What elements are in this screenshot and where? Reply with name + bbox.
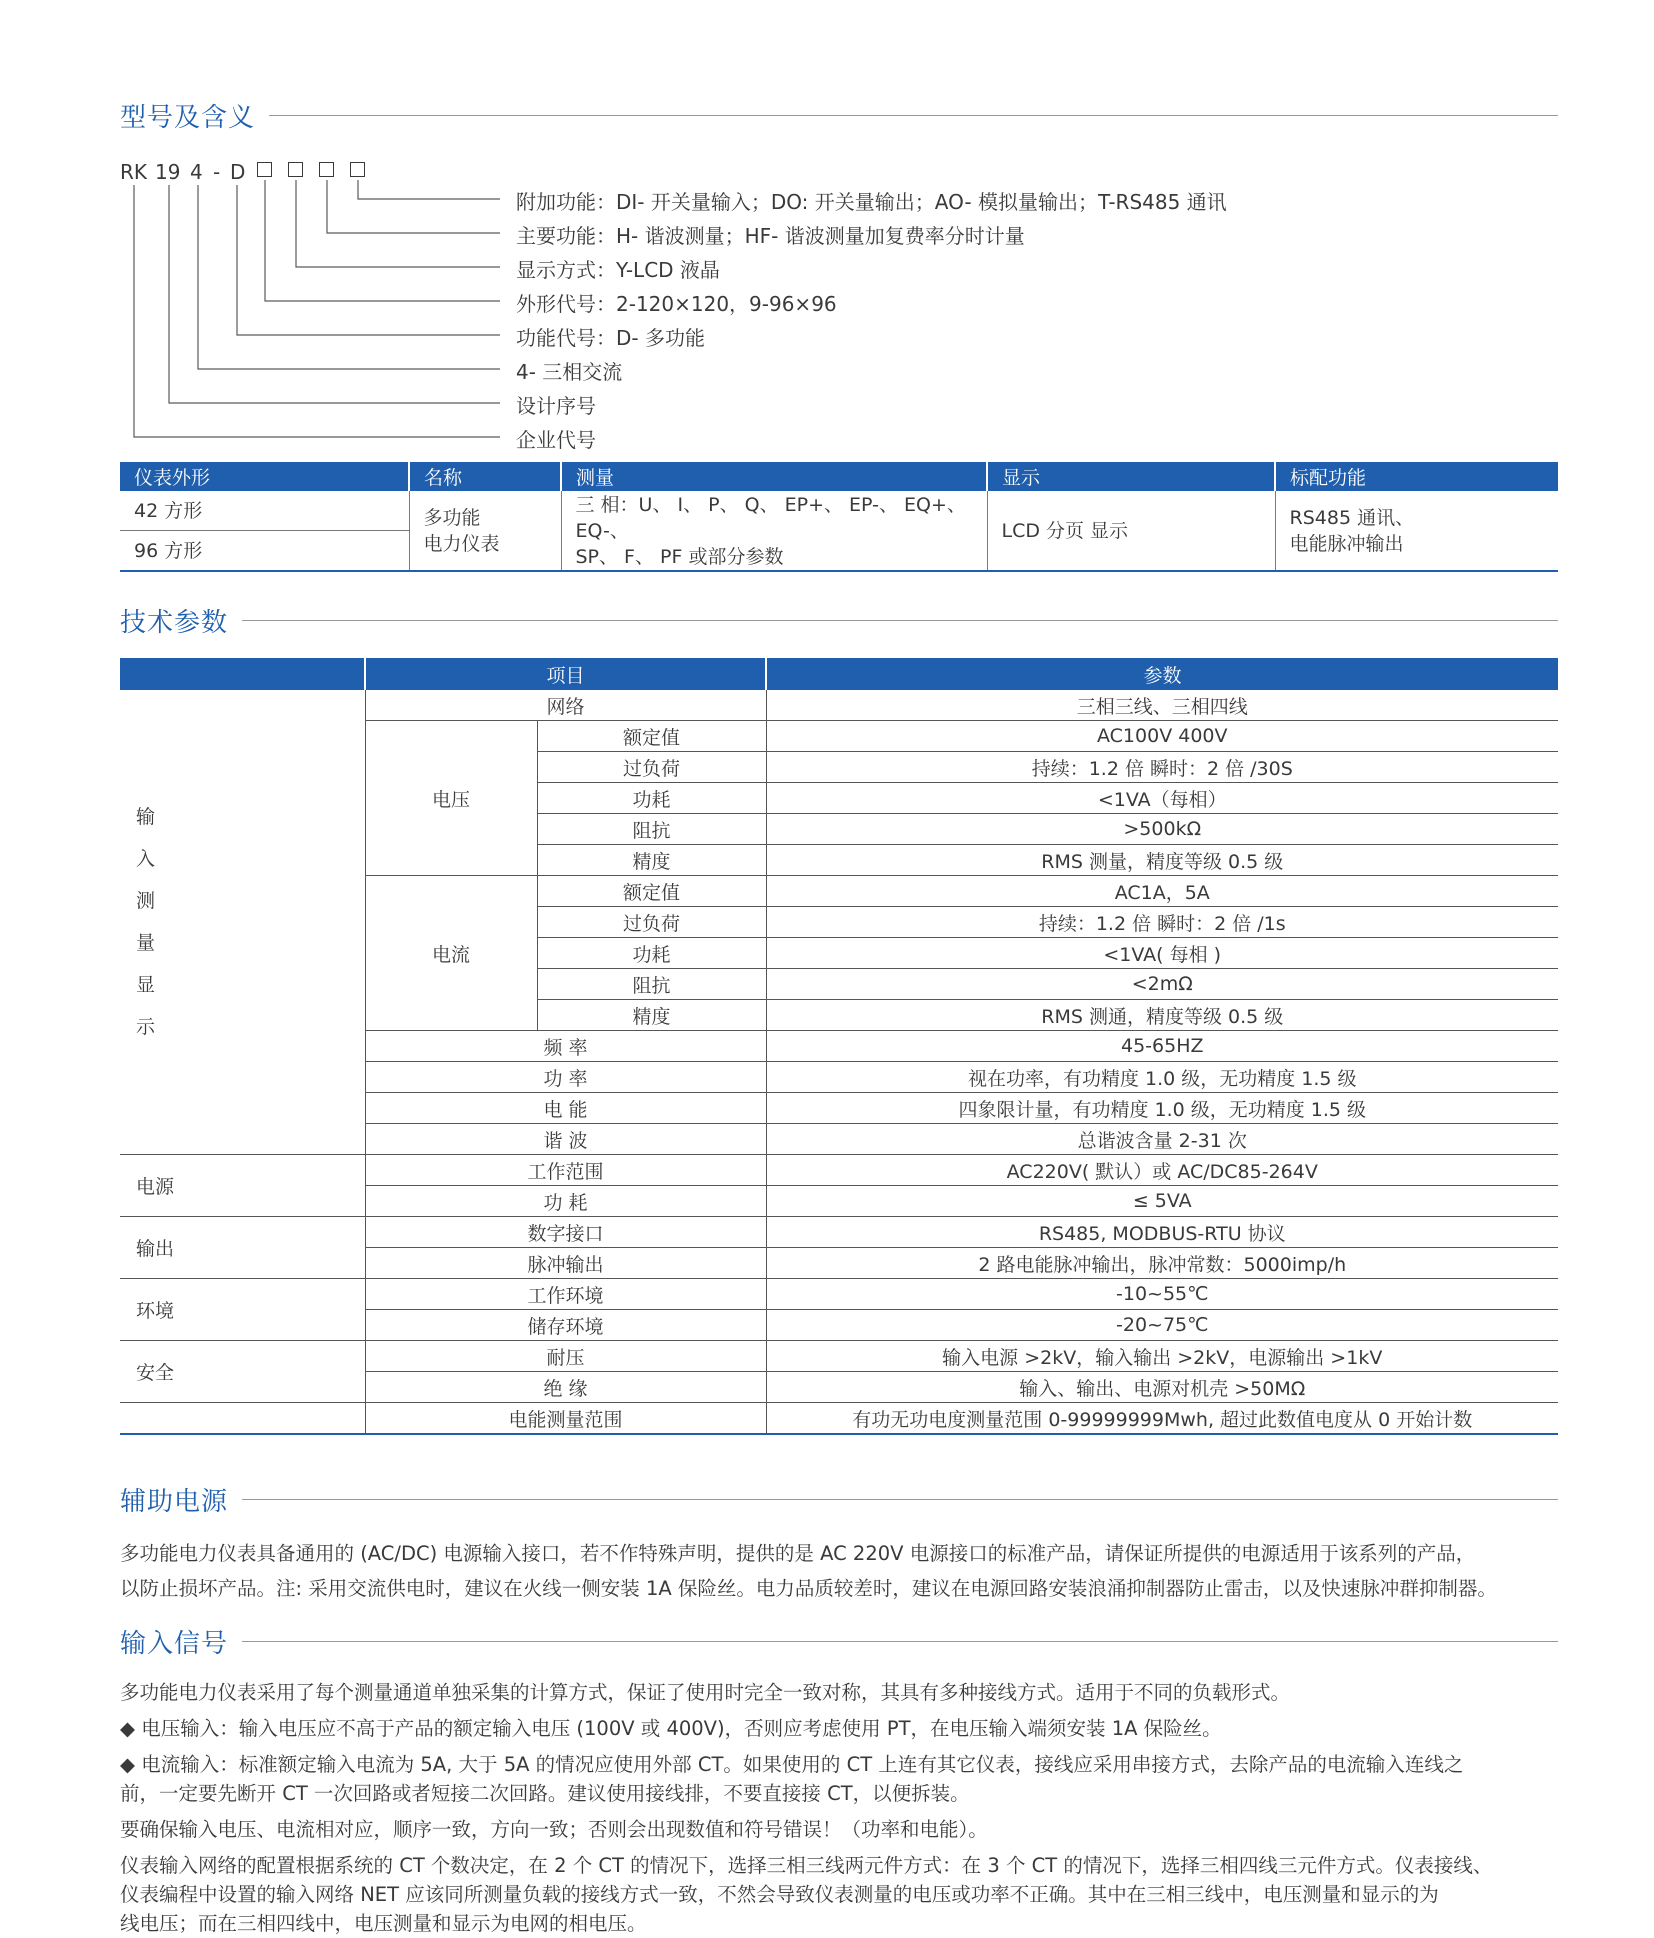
tt-header-param: 参数 [766, 658, 1558, 690]
tt-group-input-char: 显 [136, 974, 156, 996]
tt-group-env: 环境 [120, 1279, 365, 1341]
mt-header-func: 标配功能 [1275, 462, 1558, 491]
tt-item: 功耗 [537, 938, 766, 969]
section-rule [242, 1641, 1558, 1642]
tt-value: 持续：1.2 倍 瞬时：2 倍 /1s [766, 907, 1558, 938]
model-label-phase: 4- 三相交流 [516, 360, 623, 384]
aux-power-text [120, 1536, 1560, 1606]
tt-value: 持续：1.2 倍 瞬时：2 倍 /30S [766, 752, 1558, 783]
tt-item-energy: 电 能 [365, 1093, 766, 1124]
mt-measure-line2: SP、 F、 PF 或部分参数 [575, 545, 784, 568]
tt-voltage-label: 电压 [365, 721, 537, 876]
model-label-function: 功能代号：D- 多功能 [516, 326, 705, 350]
table-row [120, 1217, 1558, 1248]
aux-power-line1: 多功能电力仪表具备通用的 (AC/DC) 电源输入接口，若不作特殊声明，提供的是 AC 220V 电源接口的标准产品，请保证所提供的电源适用于该系列的产品， [120, 1542, 1476, 1565]
model-label-design: 设计序号 [516, 394, 596, 418]
mt-display: LCD 分页 显示 [987, 491, 1275, 571]
model-label-display: 显示方式：Y-LCD 液晶 [516, 258, 720, 282]
tt-value-harmonic: 总谐波含量 2-31 次 [766, 1124, 1558, 1155]
tt-value-network: 三相三线、三相四线 [766, 690, 1558, 721]
table-row [120, 1155, 1558, 1186]
mt-shape-96: 96 方形 [134, 539, 203, 562]
tt-value: -20~75℃ [766, 1310, 1558, 1341]
section-title-input-signal: 输入信号 [120, 1628, 229, 1659]
section-title-aux-power: 辅助电源 [120, 1486, 229, 1517]
input-p3b: 前，一定要先断开 CT 一次回路或者短接二次回路。建议使用接线排，不要直接接 CT，以便拆装。 [120, 1782, 970, 1805]
mt-header-shape: 仪表外形 [120, 462, 409, 491]
input-p3a: ◆ 电流输入：标准额定输入电流为 5A, 大于 5A 的情况应使用外部 CT。如果使用的 CT 上连有其它仪表，接线应采用串接方式，去除产品的电流输入连线之 [120, 1753, 1464, 1776]
tt-group-input-char: 入 [136, 848, 156, 870]
tt-value: <1VA（每相） [766, 783, 1558, 814]
mt-func [1275, 491, 1558, 571]
mt-measure-line1: 三 相：U、 I、 P、 Q、 EP+、 EP-、 EQ+、 EQ-、 [575, 493, 966, 542]
mt-shape-42: 42 方形 [120, 491, 409, 531]
tt-value: -10~55℃ [766, 1279, 1558, 1310]
tt-value: AC100V 400V [766, 721, 1558, 752]
tt-item: 精度 [537, 1000, 766, 1031]
tt-item: 工作环境 [365, 1279, 766, 1310]
mt-name-line2: 电力仪表 [423, 532, 500, 555]
tt-item: 功耗 [537, 783, 766, 814]
input-p4: 要确保输入电压、电流相对应，顺序一致，方向一致；否则会出现数值和符号错误！（功率和电能）。 [120, 1818, 988, 1841]
model-label-company: 企业代号 [516, 428, 596, 452]
tt-item: 阻抗 [537, 814, 766, 845]
tt-value: 2 路电能脉冲输出，脉冲常数：5000imp/h [766, 1248, 1558, 1279]
mt-func-line2: 电能脉冲输出 [1289, 532, 1404, 555]
tt-header-item: 项目 [365, 658, 766, 690]
input-p5b: 仪表编程中设置的输入网络 NET 应该同所测量负载的接线方式一致，不然会导致仪表测量的电压或功率不正确。其中在三相三线中，电压测量和显示的为 [120, 1883, 1439, 1906]
tt-item: 绝 缘 [365, 1372, 766, 1403]
input-p2: ◆ 电压输入：输入电压应不高于产品的额定输入电压 (100V 或 400V)，否则应考虑使用 PT，在电压输入端须安装 1A 保险丝。 [120, 1717, 1222, 1740]
tt-item: 工作范围 [365, 1155, 766, 1186]
code-dash: - [213, 160, 221, 184]
mt-name-line1: 多功能 [423, 506, 481, 529]
tt-group-output: 输出 [120, 1217, 365, 1279]
tt-value: >500kΩ [766, 814, 1558, 845]
input-p5c: 线电压；而在三相四线中，电压测量和显示为电网的相电压。 [120, 1912, 647, 1935]
tt-group-input-char: 量 [136, 932, 156, 954]
model-label-shape: 外形代号：2-120×120，9-96×96 [516, 292, 837, 316]
table-row [120, 1403, 1558, 1435]
code-19: 19 [155, 160, 181, 184]
tt-value: 输入电源 >2kV，输入输出 >2kV，电源输出 >1kV [766, 1341, 1558, 1372]
mt-measure [561, 491, 987, 571]
tt-item: 储存环境 [365, 1310, 766, 1341]
section-rule [242, 1499, 1558, 1500]
mt-func-line1: RS485 通讯、 [1289, 506, 1415, 529]
section-title-tech: 技术参数 [120, 607, 229, 638]
tt-value: RMS 测量，精度等级 0.5 级 [766, 845, 1558, 876]
input-signal-text [120, 1678, 1560, 1938]
tt-value: AC220V( 默认）或 AC/DC85-264V [766, 1155, 1558, 1186]
tt-value: <1VA( 每相 ) [766, 938, 1558, 969]
tt-header-blank [120, 658, 365, 690]
tt-group-blank [120, 1403, 365, 1435]
table-row [120, 1341, 1558, 1372]
tt-item: 阻抗 [537, 969, 766, 1000]
tt-item: 过负荷 [537, 907, 766, 938]
table-row [120, 690, 1558, 721]
tt-current-label: 电流 [365, 876, 537, 1031]
mt-name [409, 491, 561, 571]
aux-power-line2: 以防止损坏产品。注: 采用交流供电时，建议在火线一侧安装 1A 保险丝。电力品质较差时，建议在电源回路安装浪涌抑制器防止雷击，以及快速脉冲群抑制器。 [120, 1577, 1497, 1600]
tt-group-supply: 电源 [120, 1155, 365, 1217]
table-row [120, 1279, 1558, 1310]
model-label-main: 主要功能：H- 谐波测量；HF- 谐波测量加复费率分时计量 [516, 224, 1025, 248]
mt-header-name: 名称 [409, 462, 561, 491]
tech-table [120, 658, 1558, 1435]
tt-value: RMS 测通，精度等级 0.5 级 [766, 1000, 1558, 1031]
section-title-model: 型号及含义 [120, 102, 256, 133]
tt-item-harmonic: 谐 波 [365, 1124, 766, 1155]
tt-group-input [120, 690, 365, 1155]
tt-group-input-char: 示 [136, 1016, 156, 1038]
mt-header-display: 显示 [987, 462, 1275, 491]
tt-value-energy-range: 有功无功电度测量范围 0-99999999Mwh, 超过此数值电度从 0 开始计数 [766, 1403, 1558, 1435]
tt-value: 输入、输出、电源对机壳 >50MΩ [766, 1372, 1558, 1403]
input-p1: 多功能电力仪表采用了每个测量通道单独采集的计算方式，保证了使用时完全一致对称，其具有多种接线方式。适用于不同的负载形式。 [120, 1681, 1291, 1704]
tt-item: 过负荷 [537, 752, 766, 783]
tt-value-power: 视在功率，有功精度 1.0 级，无功精度 1.5 级 [766, 1062, 1558, 1093]
section-input-signal [120, 1621, 1558, 1661]
tt-group-safety: 安全 [120, 1341, 365, 1403]
section-tech [120, 600, 1558, 640]
code-rk: RK [120, 160, 148, 184]
code-d: D [230, 160, 246, 184]
tt-item-freq: 频 率 [365, 1031, 766, 1062]
tt-value: ≤ 5VA [766, 1186, 1558, 1217]
tt-item: 额定值 [537, 876, 766, 907]
tt-value-freq: 45-65HZ [766, 1031, 1558, 1062]
tt-value-energy: 四象限计量，有功精度 1.0 级，无功精度 1.5 级 [766, 1093, 1558, 1124]
tt-item-energy-range: 电能测量范围 [365, 1403, 766, 1435]
tt-item: 精度 [537, 845, 766, 876]
input-p5a: 仪表输入网络的配置根据系统的 CT 个数决定，在 2 个 CT 的情况下，选择三相三线两元件方式：在 3 个 CT 的情况下，选择三相四线三元件方式。仪表接线、 [120, 1854, 1493, 1877]
tt-item-power: 功 率 [365, 1062, 766, 1093]
mt-header-measure: 测量 [561, 462, 987, 491]
tt-item: 耐压 [365, 1341, 766, 1372]
tt-item: 数字接口 [365, 1217, 766, 1248]
tt-item: 功 耗 [365, 1186, 766, 1217]
table-row [120, 491, 1558, 531]
model-label-extra: 附加功能：DI- 开关量输入；DO: 开关量输出；AO- 模拟量输出；T-RS485 通讯 [516, 190, 1227, 214]
tt-value: RS485, MODBUS-RTU 协议 [766, 1217, 1558, 1248]
tt-group-input-char: 输 [136, 806, 156, 828]
section-rule [242, 620, 1558, 621]
model-table [120, 462, 1558, 572]
tt-value: AC1A，5A [766, 876, 1558, 907]
code-4: 4 [190, 160, 203, 184]
tt-item-network: 网络 [365, 690, 766, 721]
tt-group-input-char: 测 [136, 890, 156, 912]
tt-item: 脉冲输出 [365, 1248, 766, 1279]
tt-value: <2mΩ [766, 969, 1558, 1000]
section-aux-power [120, 1479, 1558, 1519]
tt-item: 额定值 [537, 721, 766, 752]
